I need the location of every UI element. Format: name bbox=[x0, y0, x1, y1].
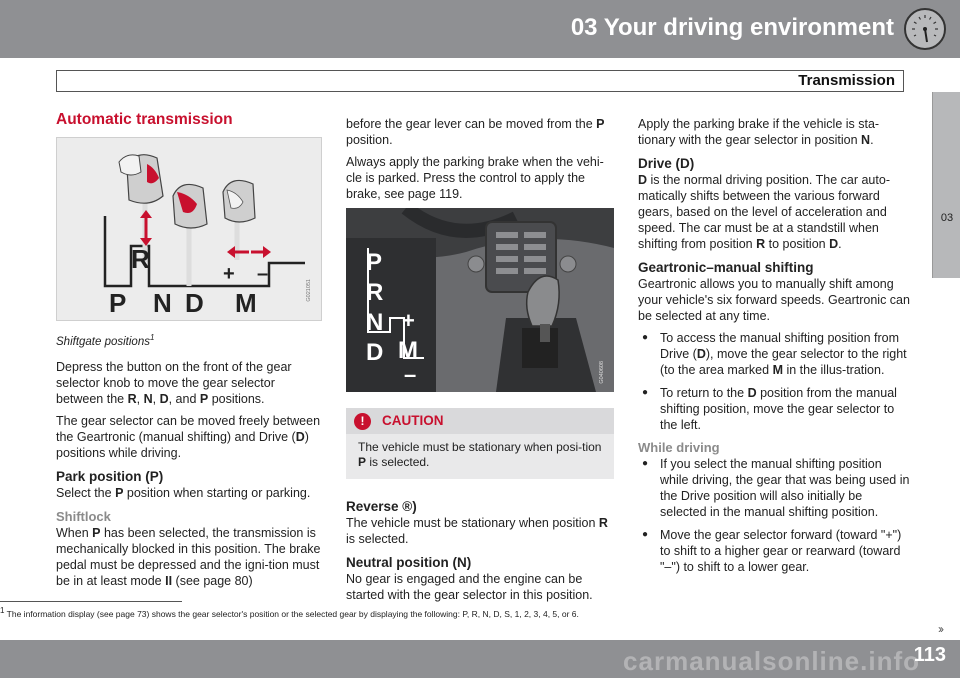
section-header bbox=[56, 70, 904, 92]
section-title: Transmission bbox=[798, 72, 895, 89]
chapter-tab-label: 03 bbox=[940, 212, 954, 224]
para-drive: D is the normal driving position. The car auto-matically shifts between the various forward gears, based on the level of acceleration and speed. The car must be at a standstill when shifting from position R to position D. bbox=[638, 173, 890, 251]
photo-letter-m: M bbox=[398, 337, 418, 364]
footnote-divider bbox=[0, 601, 182, 602]
para-parking-brake: Always apply the parking brake when the vehi-cle is parked. Press the control to apply the brake, see page 119. bbox=[346, 155, 604, 201]
para-geartronic: Geartronic allows you to manually shift among your vehicle's six forward speeds. Geartronic can be selected at any time. bbox=[638, 277, 910, 323]
speedometer-gauge-icon bbox=[904, 8, 946, 50]
heading-park-position: Park position (P) bbox=[56, 468, 164, 484]
while-driving-bullets bbox=[638, 456, 910, 575]
gate-letter-n: N bbox=[153, 288, 172, 318]
photo-plus: + bbox=[402, 308, 415, 333]
gear-selector-photo bbox=[346, 208, 614, 392]
gate-letter-d: D bbox=[185, 288, 204, 318]
list-item: ● To access the manual shifting position from Drive (D), move the gear selector to the right (to the area marked M in the illus-tration. bbox=[638, 330, 910, 378]
photo-letter-d: D bbox=[366, 339, 384, 366]
gate-plus: + bbox=[223, 263, 235, 285]
heading-neutral: Neutral position (N) bbox=[346, 555, 472, 570]
chapter-side-tab[interactable] bbox=[932, 92, 960, 278]
photo-letter-p: P bbox=[366, 249, 383, 276]
shiftgate-illustration bbox=[56, 137, 322, 321]
heading-shiftlock: Shiftlock bbox=[56, 508, 111, 524]
photo-minus: – bbox=[404, 362, 417, 387]
figure-code: G040608 bbox=[599, 361, 605, 384]
gate-minus: – bbox=[257, 263, 269, 285]
caution-box bbox=[346, 408, 614, 479]
para-moved-freely: The gear selector can be moved freely between the Geartronic (manual shifting) and Drive (D) positions while driving. bbox=[56, 413, 321, 460]
heading-while-driving: While driving bbox=[638, 440, 720, 455]
exclamation-icon: ! bbox=[354, 413, 371, 430]
next-page-arrows[interactable]: ›› bbox=[938, 622, 942, 636]
para-shiftlock: When P has been selected, the transmission is mechanically blocked in this position. The brake pedal must be depressed and the igni-tion must be in at least mode II (see page 80) bbox=[56, 525, 321, 588]
column-3 bbox=[638, 116, 910, 582]
footer-bar bbox=[0, 640, 960, 678]
chapter-title: 03 Your driving environment bbox=[570, 14, 894, 41]
heading-drive: Drive (D) bbox=[638, 156, 695, 171]
geartronic-bullets bbox=[638, 330, 910, 433]
footnote: $^1$ The information display (see page 73) shows the gear selector's position or the selected gear by displaying the following: P, R, N, D, S, 1, 2, 3, 4, 5, or 6. bbox=[0, 606, 579, 619]
list-item: ● Move the gear selector forward (toward "+") to shift to a higher gear or rearward (toward "–") to shift to a lower gear. bbox=[638, 527, 910, 575]
watermark: carmanualsonline.info bbox=[623, 646, 920, 676]
photo-letter-r: R bbox=[366, 279, 384, 306]
heading-geartronic: Geartronic–manual shifting bbox=[638, 260, 814, 275]
para-park: Select the P position when starting or parking. bbox=[56, 485, 311, 500]
para-depress-button: Depress the button on the front of the gear selector knob to move the gear selector between the R, N, D, and P positions. bbox=[56, 359, 292, 406]
gate-letter-r: R bbox=[131, 244, 150, 274]
gate-letter-p: P bbox=[109, 288, 127, 318]
list-item: ● To return to the D position from the manual shifting position, move the gear selector to the left. bbox=[638, 385, 910, 433]
header-bar bbox=[0, 0, 960, 58]
page-number: 113 bbox=[913, 644, 946, 666]
caution-title: CAUTION bbox=[382, 413, 444, 428]
gate-letter-m: M bbox=[235, 288, 257, 318]
heading-automatic-transmission: Automatic transmission bbox=[56, 111, 233, 128]
column-2 bbox=[346, 116, 614, 603]
para-reverse: The vehicle must be stationary when position R is selected. bbox=[346, 516, 608, 546]
para-apply-parking-brake: Apply the parking brake if the vehicle is sta-tionary with the gear selector in position N. bbox=[638, 117, 880, 147]
list-item: ● If you select the manual shifting position while driving, the gear that was being used in the Drive position will also initially be selected in the manual shifting position. bbox=[638, 456, 910, 520]
photo-letter-n: N bbox=[366, 309, 384, 336]
para-before-gear-lever: before the gear lever can be moved from the P position. bbox=[346, 117, 605, 147]
para-neutral: No gear is engaged and the engine can be started with the gear selector in this position. bbox=[346, 572, 593, 602]
caution-text: The vehicle must be stationary when posi-tion P is selected. bbox=[358, 440, 602, 469]
figure-caption: Shiftgate positions$^1$ bbox=[56, 333, 155, 348]
heading-reverse: Reverse ®) bbox=[346, 499, 417, 514]
figure-code: G021051 bbox=[306, 279, 312, 302]
column-1 bbox=[56, 112, 324, 589]
caution-header bbox=[346, 408, 614, 434]
